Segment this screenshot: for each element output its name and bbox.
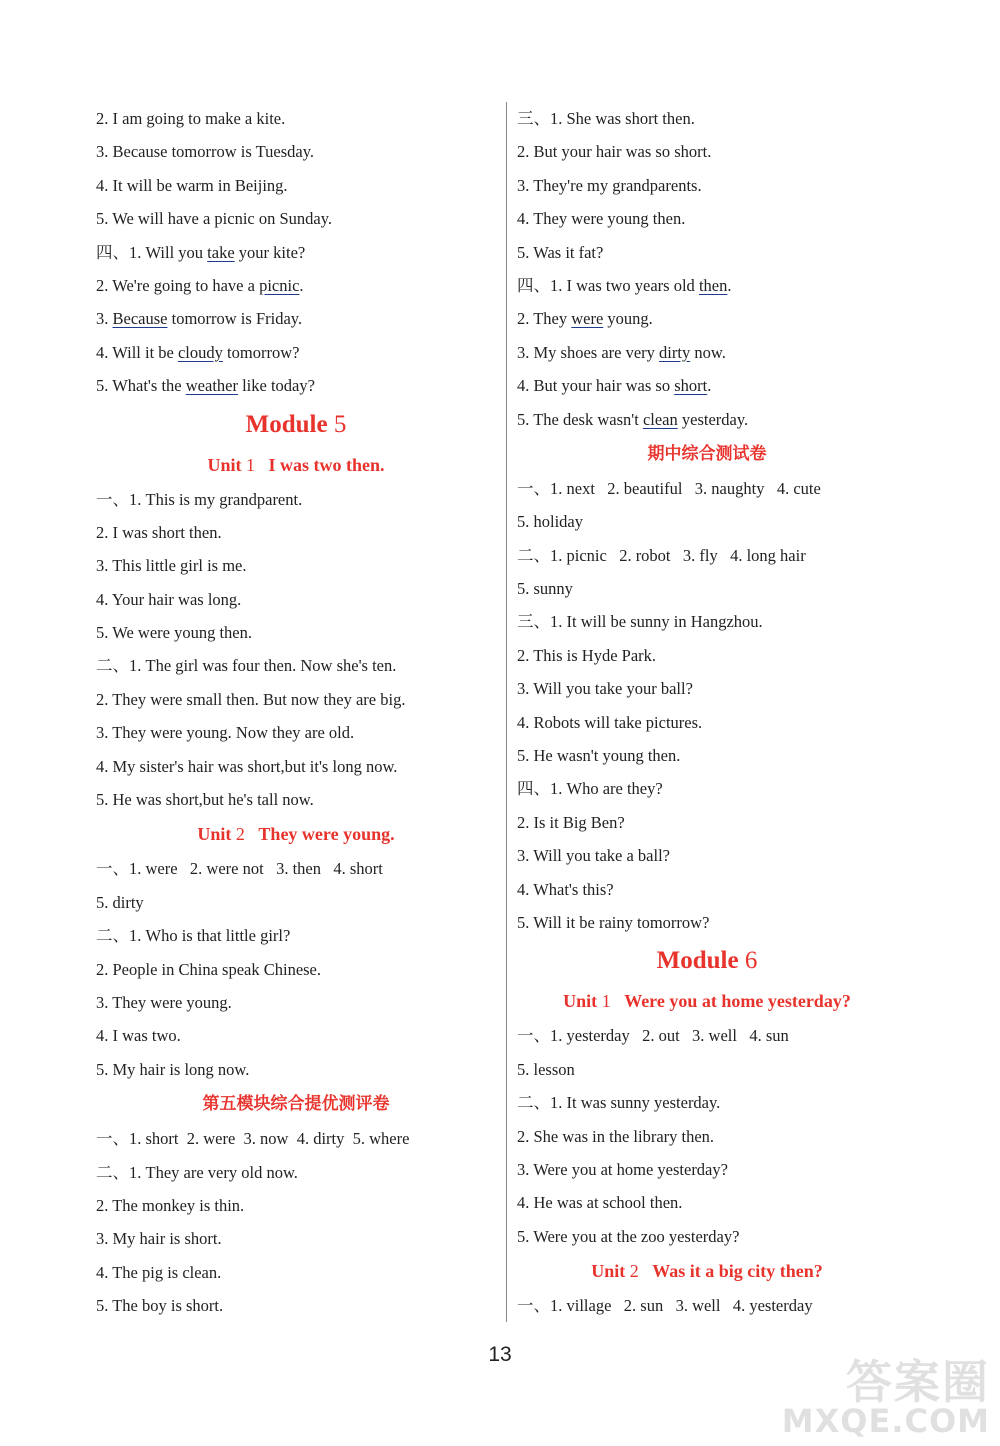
underlined-answer: picnic (259, 275, 300, 295)
answer-line: 2. People in China speak Chinese. (96, 959, 322, 979)
underlined-answer: then (698, 275, 728, 295)
answer-line (517, 269, 897, 302)
module5-review-answers (96, 1122, 496, 1322)
answer-line (517, 302, 897, 335)
module6-unit2-heading: Unit 2 Was it a big city then? (591, 1261, 823, 1282)
answer-line: 二、1. The girl was four then. Now she's ten. (96, 656, 397, 676)
answer-line: 5. Was it fat? (517, 242, 604, 262)
underlined-answer: clean (642, 409, 678, 429)
page-number: 13 (488, 1343, 512, 1366)
answer-line: 5. We will have a picnic on Sunday. (96, 209, 333, 229)
answer-line: 二、1. picnic 2. robot 3. fly 4. long hair (517, 545, 806, 565)
module6-heading: Module 6 (656, 947, 758, 975)
answer-line: 2. This is Hyde Park. (517, 645, 657, 665)
underlined-answer: cloudy (177, 342, 223, 362)
answer-line: 一、1. next 2. beautiful 3. naughty 4. cute (517, 478, 821, 498)
answer-text: now. (690, 342, 726, 362)
answer-text: yesterday. (677, 409, 749, 429)
answer-line: 2. But your hair was so short. (517, 142, 712, 162)
answer-line: 2. The monkey is thin. (96, 1195, 245, 1215)
answer-line (96, 369, 496, 402)
answer-text: . (707, 376, 712, 396)
answer-text: 2. We're going to have a (96, 275, 260, 295)
answer-line: 4. Robots will take pictures. (517, 712, 703, 732)
watermark-text-cn: 答案圈 (846, 1355, 990, 1409)
answer-line: 三、1. She was short then. (517, 109, 695, 128)
answer-line: 5. He wasn't young then. (517, 746, 681, 766)
underlined-answer: dirty (659, 342, 691, 362)
answer-line: 2. They were small then. But now they are big. (96, 689, 406, 709)
answer-line: 二、1. It was sunny yesterday. (517, 1093, 721, 1113)
left-column (96, 102, 496, 1323)
answer-line: 5. Were you at the zoo yesterday? (517, 1226, 740, 1246)
module4-section-4 (96, 236, 496, 403)
answer-line: 2. She was in the library then. (517, 1126, 715, 1146)
watermark-text-en: MXQE.COM (781, 1402, 990, 1440)
module5-unit2-section-4 (517, 269, 897, 436)
answer-line: 一、1. short 2. were 3. now 4. dirty 5. where (96, 1129, 410, 1149)
answer-line: 2. I am going to make a kite. (96, 109, 286, 128)
answer-line: 3. Will you take your ball? (517, 679, 693, 699)
midterm-heading: 期中综合测试卷 (647, 443, 767, 464)
answer-line: 5. dirty (96, 892, 144, 912)
answer-line: 3. Will you take a ball? (517, 846, 670, 866)
answer-line: 一、1. were 2. were not 3. then 4. short (96, 859, 383, 879)
answer-line (517, 336, 897, 369)
answer-line: 一、1. village 2. sun 3. well 4. yesterday (517, 1296, 813, 1316)
answer-text: 5. The desk wasn't (517, 409, 643, 429)
answer-text: tomorrow is Friday. (167, 309, 303, 329)
answer-text: 四、1. Will you (96, 242, 208, 262)
answer-line: 4. My sister's hair was short,but it's long now. (96, 756, 398, 776)
answer-line: 4. They were young then. (517, 209, 686, 229)
answer-line: 5. The boy is short. (96, 1296, 224, 1316)
midterm-answers (517, 472, 897, 939)
answer-line: 二、1. Who is that little girl? (96, 926, 291, 946)
answer-text: 2. They (517, 309, 572, 329)
answer-line: 5. He was short,but he's tall now. (96, 790, 314, 810)
answer-line: 4. The pig is clean. (96, 1262, 222, 1282)
module4-section-3-rest (96, 102, 496, 236)
answer-line: 二、1. They are very old now. (96, 1162, 298, 1182)
module5-unit1-heading: Unit 1 I was two then. (207, 454, 385, 475)
answer-line: 5. We were young then. (96, 623, 252, 643)
answer-line: 5. My hair is long now. (96, 1059, 250, 1079)
answer-line: 3. Because tomorrow is Tuesday. (96, 142, 314, 162)
answer-line: 3. They were young. (96, 992, 232, 1012)
watermark-logo (781, 1346, 996, 1442)
answer-text: 5. What's the (96, 376, 186, 396)
answer-line: 4. Your hair was long. (96, 589, 242, 609)
answer-line: 5. Will it be rainy tomorrow? (517, 912, 710, 932)
answer-line: 4. He was at school then. (517, 1193, 683, 1213)
module5-unit2-section-3 (517, 102, 897, 269)
right-column (517, 102, 897, 1323)
answer-line: 3. My hair is short. (96, 1229, 222, 1249)
module5-unit2-answers (96, 852, 496, 1086)
module6-unit1-answers (517, 1019, 897, 1253)
answer-line: 3. Were you at home yesterday? (517, 1159, 728, 1179)
answer-text: your kite? (234, 242, 306, 262)
answer-line: 3. This little girl is me. (96, 556, 247, 576)
answer-line (517, 403, 897, 436)
answer-line (517, 369, 897, 402)
answer-line (96, 336, 496, 369)
module5-heading: Module 5 (245, 410, 347, 438)
answer-line: 一、1. This is my grandparent. (96, 489, 303, 509)
answer-text: 四、1. I was two years old (517, 275, 699, 295)
underlined-answer: weather (185, 376, 238, 396)
underlined-answer: Because (112, 309, 168, 329)
answer-line: 三、1. It will be sunny in Hangzhou. (517, 612, 763, 632)
answer-line: 3. They were young. Now they are old. (96, 723, 355, 743)
answer-line: 4. What's this? (517, 879, 614, 899)
answer-text: 3. My shoes are very (517, 342, 660, 362)
answer-text: . (727, 275, 732, 295)
answer-text: . (299, 275, 304, 295)
module6-unit1-heading: Unit 1 Were you at home yesterday? (563, 991, 851, 1012)
answer-line (96, 236, 496, 269)
answer-line: 一、1. yesterday 2. out 3. well 4. sun (517, 1026, 789, 1046)
answer-line: 2. I was short then. (96, 522, 222, 542)
underlined-answer: short (674, 376, 708, 396)
module5-unit2-heading: Unit 2 They were young. (197, 824, 395, 845)
answer-text: like today? (237, 376, 315, 396)
answer-line: 4. It will be warm in Beijing. (96, 175, 288, 195)
underlined-answer: take (207, 242, 235, 262)
answer-text: 4. But your hair was so (517, 376, 675, 396)
module5-review-heading: 第五模块综合提优测评卷 (202, 1094, 390, 1115)
column-divider (506, 102, 507, 1322)
answer-line: 3. They're my grandparents. (517, 175, 702, 195)
answer-line: 四、1. Who are they? (517, 779, 663, 799)
answer-text: 4. Will it be (96, 342, 178, 362)
module5-unit1-answers (96, 483, 496, 817)
answer-line: 5. sunny (517, 579, 573, 599)
module6-unit2-answers (517, 1289, 897, 1322)
answer-line: 2. Is it Big Ben? (517, 812, 625, 832)
answer-line (96, 302, 496, 335)
answer-text: young. (603, 309, 653, 329)
answer-text: tomorrow? (222, 342, 300, 362)
answer-line: 5. holiday (517, 512, 583, 532)
answer-line: 5. lesson (517, 1059, 575, 1079)
underlined-answer: were (571, 309, 604, 329)
answer-text: 3. (96, 309, 113, 329)
answer-line (96, 269, 496, 302)
answer-line: 4. I was two. (96, 1026, 181, 1046)
